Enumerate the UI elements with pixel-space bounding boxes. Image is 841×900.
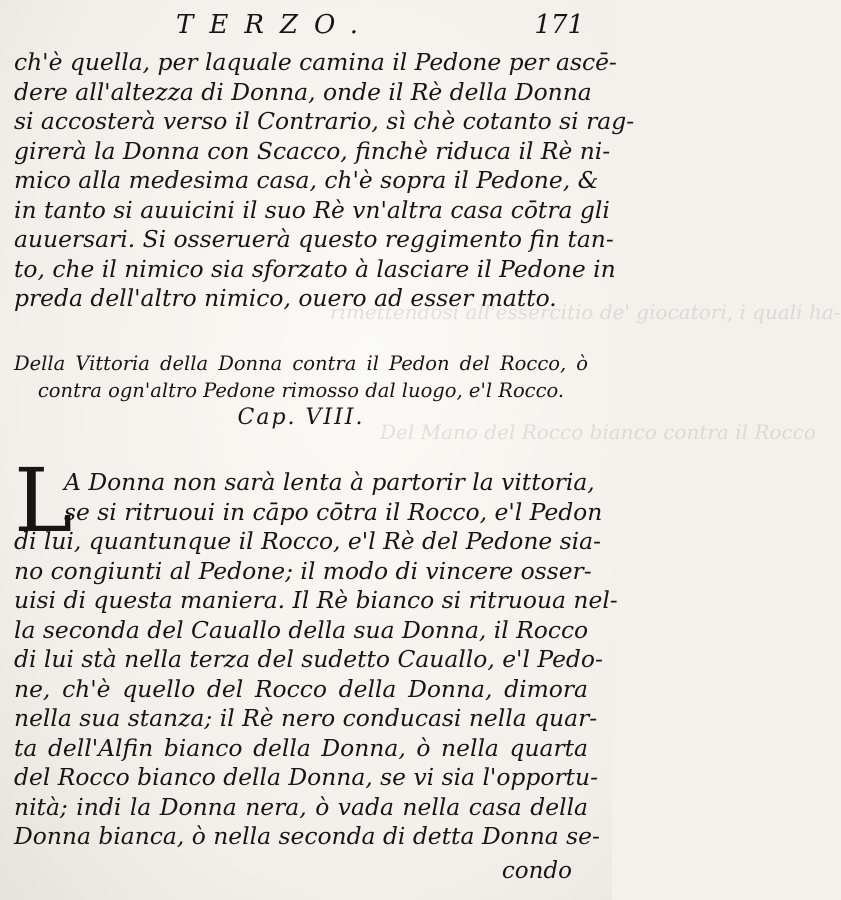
paragraph-2-opening xyxy=(64,468,603,527)
drop-cap: L xyxy=(14,449,73,552)
heading-line: Della Vittoria della Donna contra il Pedon del Rocco, ò xyxy=(14,352,588,375)
text-line: se si ritruoui in cāpo cōtra il Rocco, e'l Pedon xyxy=(64,497,603,526)
text-line: del Rocco bianco della Donna, se vi sia l'opportu- xyxy=(14,763,599,791)
text-line: preda dell'altro nimico, ouero ad esser matto. xyxy=(14,284,557,312)
text-line: no congiunti al Pedone; il modo di vincere osser- xyxy=(14,556,592,585)
page-number: 171 xyxy=(534,10,584,40)
text-line: ta dell'Alfin bianco della Donna, ò nella quarta xyxy=(14,733,588,762)
text-line: mico alla medesima casa, ch'è sopra il Pedone, & xyxy=(14,166,599,194)
text-line: nella sua stanza; il Rè nero conducasi nella quar- xyxy=(14,704,598,732)
text-line: ch'è quella, per laquale camina il Pedone per ascē- xyxy=(14,48,617,76)
text-line: A Donna non sarà lenta à partorir la vittoria, xyxy=(64,468,595,496)
chapter-heading xyxy=(14,350,588,431)
text-line: girerà la Donna con Scacco, finchè riduca il Rè ni- xyxy=(14,136,611,165)
paragraph-1 xyxy=(14,48,635,314)
heading-line: contra ogn'altro Pedone rimosso dal luogo, e'l Rocco. xyxy=(37,379,565,402)
show-through-text: rimettendosi all'essercitio de' giocatori, i quali ha- xyxy=(330,300,841,324)
text-line: Donna bianca, ò nella seconda di detta Donna se- xyxy=(14,822,600,850)
text-line: di lui stà nella terza del sudetto Cauallo, e'l Pedo- xyxy=(14,645,603,673)
text-line: auuersari. Si osseruerà questo reggimento fin tan- xyxy=(14,225,614,253)
text-line: in tanto si auuicini il suo Rè vn'altra casa cōtra gli xyxy=(14,195,610,224)
text-line: to, che il nimico sia sforzato à lasciare il Pedone in xyxy=(14,254,616,283)
text-line: uisi di questa maniera. Il Rè bianco si ritruoua nel- xyxy=(14,586,618,614)
text-line: di lui, quantunque il Rocco, e'l Rè del Pedone sia- xyxy=(14,527,601,555)
text-line: ne, ch'è quello del Rocco della Donna, dimora xyxy=(14,674,588,703)
chapter-number: Cap. VIII. xyxy=(237,405,365,430)
catchword: condo xyxy=(501,858,572,884)
show-through-text: Del Mano del Rocco bianco contra il Rocco xyxy=(380,420,816,444)
text-line: nità; indi la Donna nera, ò vada nella casa della xyxy=(14,792,588,821)
text-line: la seconda del Cauallo della sua Donna, il Rocco xyxy=(14,615,589,644)
running-title: TERZO. xyxy=(176,10,375,40)
page-header xyxy=(0,10,612,46)
paragraph-2 xyxy=(14,527,618,852)
text-line: dere all'altezza di Donna, onde il Rè della Donna xyxy=(14,77,592,106)
text-line: si accosterà verso il Contrario, sì chè cotanto si rag- xyxy=(14,107,635,135)
